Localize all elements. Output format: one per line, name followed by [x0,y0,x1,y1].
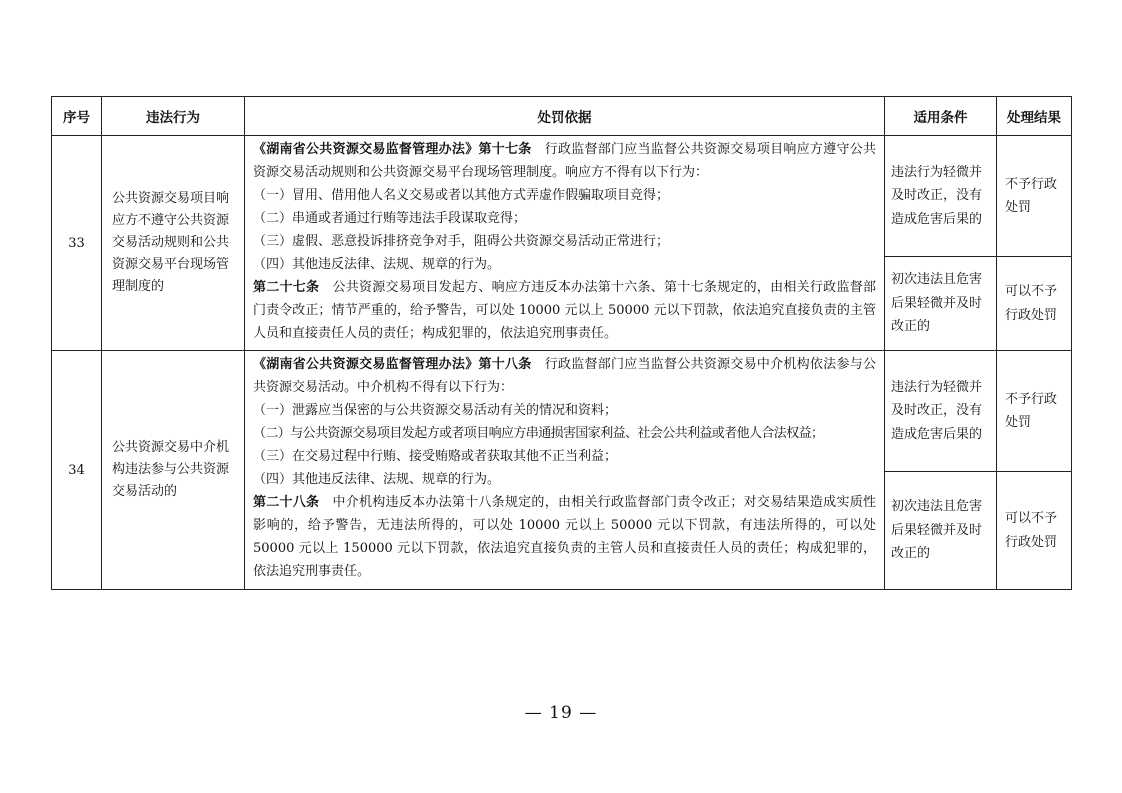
basis-item: （一）泄露应当保密的与公共资源交易活动有关的情况和资料； [253,403,618,418]
basis-paragraph-2 [253,276,876,345]
basis-item: （一）冒用、借用他人名义交易或者以其他方式弄虚作假骗取项目竞得； [253,188,670,203]
page-number: — 19 — [524,703,598,723]
basis-item: （三）在交易过程中行贿、接受贿赂或者获取其他不正当利益； [253,449,618,464]
row-number: 33 [52,136,102,351]
basis-item: （二）与公共资源交易项目发起方或者项目响应方串通损害国家利益、社会公共利益或者他人合法权益； [253,426,824,441]
penalty-basis [245,351,885,590]
basis-item: （四）其他违反法律、法规、规章的行为。 [253,472,501,487]
header-no: 序号 [52,97,102,136]
basis-article-text: 行政监督部门应当监督公共资源交易项目响应方遵守公共资源交易活动规则和公共资源交易平台现场管理制度。响应方不得有以下行为： [253,142,876,180]
table-row [52,351,1072,472]
header-cond: 适用条件 [885,97,997,136]
basis-article-title: 《湖南省公共资源交易监督管理办法》第十八条 [253,357,532,372]
row-number: 34 [52,351,102,590]
penalty-basis [245,136,885,351]
basis-item: （二）串通或者通过行贿等违法手段谋取竞得； [253,211,527,226]
basis-article-text: 中介机构违反本办法第十八条规定的，由相关行政监督部门责令改正；对交易结果造成实质性影响的，给予警告，无违法所得的，可以处 10000 元以上 50000 元以下罚款，有违法所得的，可以处 50000 元以上 150000 元以下罚款，依法追究直接负责的主管人员和直接责任人员的责任；构成犯罪的，依法追究刑事责任。 [253,495,876,579]
basis-paragraph-1 [253,138,876,184]
handling-result: 可以不予行政处罚 [997,472,1072,590]
basis-item: （四）其他违反法律、法规、规章的行为。 [253,257,501,272]
basis-paragraph-1 [253,353,876,399]
violation-act: 公共资源交易项目响应方不遵守公共资源交易活动规则和公共资源交易平台现场管理制度的 [102,136,245,351]
basis-item: （三）虚假、恶意投诉排挤竞争对手，阻碍公共资源交易活动正常进行； [253,234,670,249]
applicable-condition: 违法行为轻微并及时改正，没有造成危害后果的 [885,136,997,257]
basis-article-text: 行政监督部门应当监督公共资源交易中介机构依法参与公共资源交易活动。中介机构不得有以下行为： [253,357,876,395]
handling-result: 不予行政处罚 [997,351,1072,472]
applicable-condition: 初次违法且危害后果轻微并及时改正的 [885,257,997,351]
basis-article-text: 公共资源交易项目发起方、响应方违反本办法第十六条、第十七条规定的，由相关行政监督部门责令改正；情节严重的，给予警告，可以处 10000 元以上 50000 元以下罚款，依法追究直接负责的主管人员和直接责任人员的责任；构成犯罪的，依法追究刑事责任。 [253,280,876,341]
handling-result: 不予行政处罚 [997,136,1072,257]
penalty-table [51,96,1072,590]
basis-article-title: 第二十八条 [253,495,320,510]
basis-article-title: 第二十七条 [253,280,320,295]
handling-result: 可以不予行政处罚 [997,257,1072,351]
applicable-condition: 违法行为轻微并及时改正，没有造成危害后果的 [885,351,997,472]
header-basis: 处罚依据 [245,97,885,136]
applicable-condition: 初次违法且危害后果轻微并及时改正的 [885,472,997,590]
table-row [52,136,1072,257]
table-header-row [52,97,1072,136]
header-result: 处理结果 [997,97,1072,136]
basis-article-title: 《湖南省公共资源交易监督管理办法》第十七条 [253,142,532,157]
violation-act: 公共资源交易中介机构违法参与公共资源交易活动的 [102,351,245,590]
header-act: 违法行为 [102,97,245,136]
basis-paragraph-2 [253,491,876,583]
